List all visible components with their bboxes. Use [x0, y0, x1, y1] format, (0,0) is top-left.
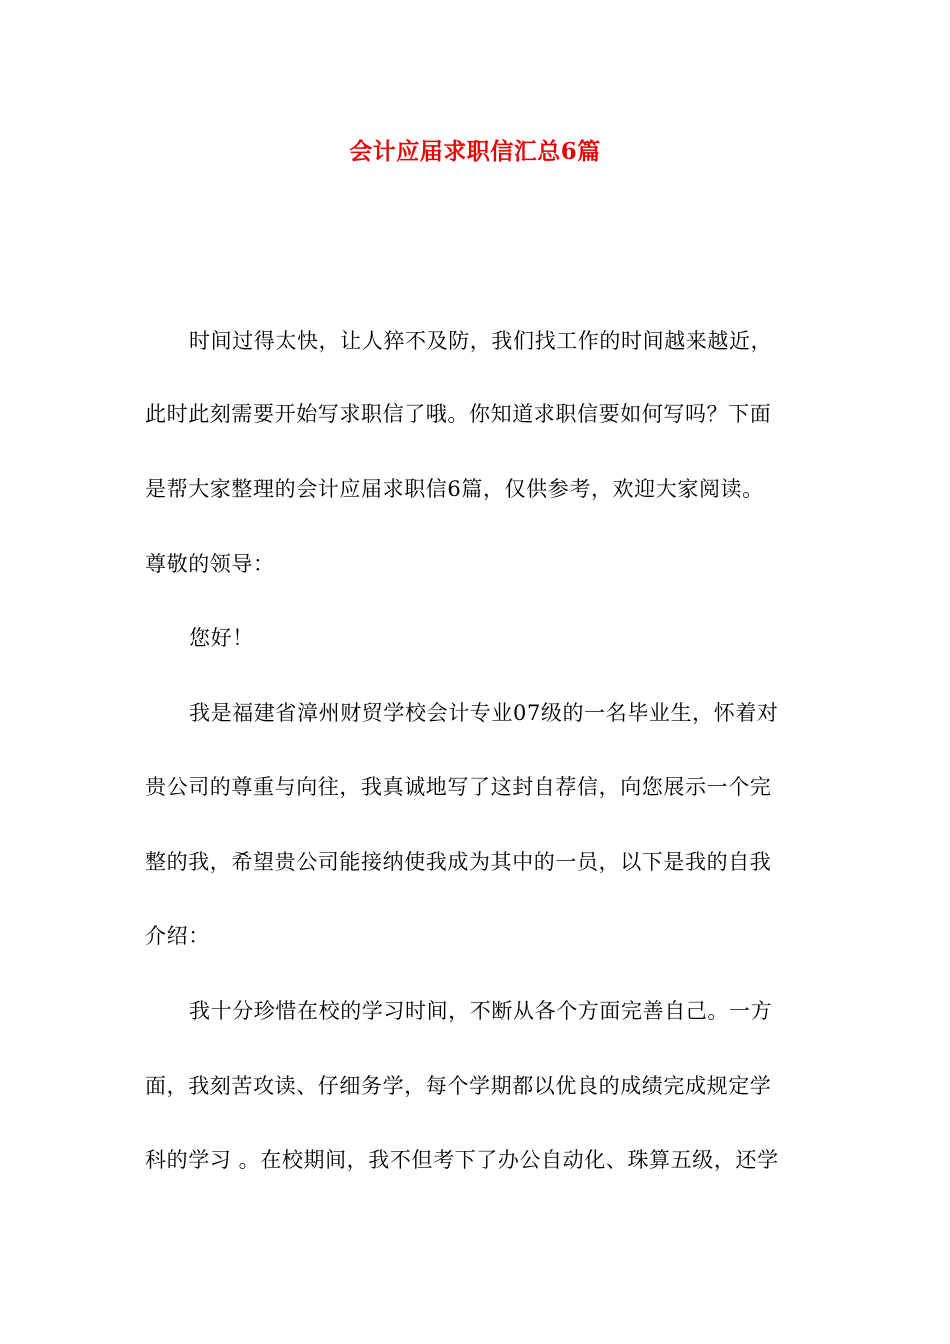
text-line: 我是福建省漳州财贸学校会计专业07级的一名毕业生，怀着对 [189, 701, 779, 725]
greeting: 您好！ [189, 626, 254, 650]
text-line: 面，我刻苦攻读、仔细务学，每个学期都以优良的成绩完成规定学 [145, 1074, 772, 1098]
text-line: 我十分珍惜在校的学习时间，不断从各个方面完善自己。一方 [189, 999, 773, 1023]
text-line: 此时此刻需要开始写求职信了哦。你知道求职信要如何写吗？下面 [145, 402, 772, 426]
text-line: 科的学习 。在校期间，我不但考下了办公自动化、珠算五级，还学 [145, 1148, 779, 1172]
text-line: 介绍： [145, 924, 210, 948]
salutation: 尊敬的领导： [145, 552, 275, 576]
text-line: 是帮大家整理的会计应届求职信6篇，仅供参考，欢迎大家阅读。 [145, 477, 764, 501]
text-line: 贵公司的尊重与向往，我真诚地写了这封自荐信，向您展示一个完 [145, 775, 772, 799]
document-title: 会计应届求职信汇总6篇 [349, 138, 601, 165]
text-line: 整的我，希望贵公司能接纳使我成为其中的一员，以下是我的自我 [145, 850, 772, 874]
text-line: 时间过得太快，让人猝不及防，我们找工作的时间越来越近， [189, 329, 773, 353]
